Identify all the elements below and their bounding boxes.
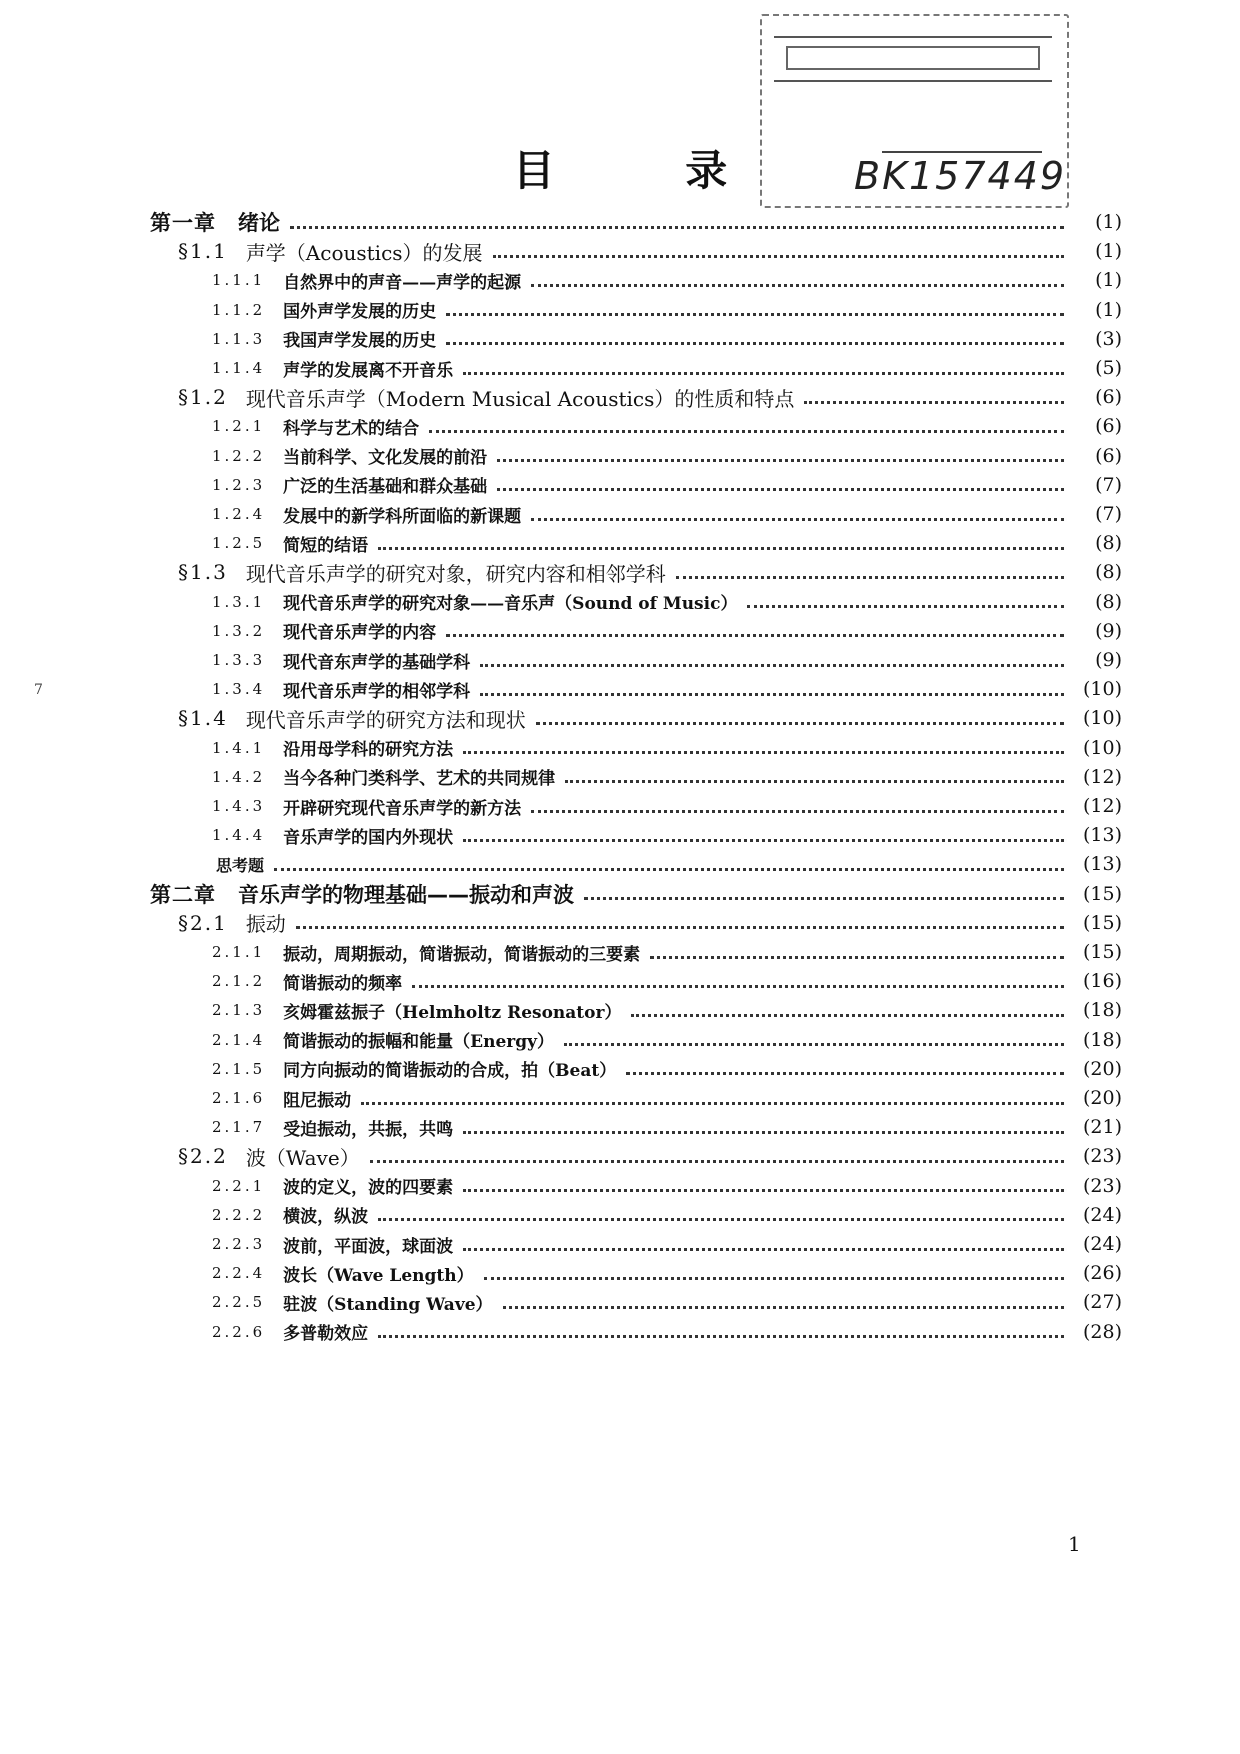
toc-entry-title: 波前，平面波，球面波 <box>283 1236 454 1257</box>
toc-entry-number: 1.1.1 <box>212 271 266 290</box>
toc-entry-number: 第二章 <box>150 882 216 907</box>
toc-entry-page: (9) <box>1095 649 1122 671</box>
toc-entry-title: 现代音乐声学的相邻学科 <box>283 681 471 702</box>
toc-leader-dots <box>747 605 1064 608</box>
toc-entry-page: (8) <box>1095 561 1122 584</box>
toc-leader-dots <box>531 810 1064 813</box>
toc-entry <box>212 674 1122 704</box>
toc-leader-dots <box>584 897 1064 900</box>
toc-entry <box>212 1054 1122 1084</box>
toc-entry-number: 1.2.1 <box>212 417 266 436</box>
toc-entry-number: §2.1 <box>178 910 228 935</box>
toc-entry-title: 简谐振动的振幅和能量（Energy） <box>283 1032 555 1053</box>
toc-entry <box>212 470 1122 500</box>
toc-entry-page: (15) <box>1082 911 1122 934</box>
toc-leader-dots <box>463 839 1064 842</box>
toc-entry <box>212 587 1122 617</box>
toc-entry <box>150 207 1122 237</box>
toc-leader-dots <box>370 1160 1064 1163</box>
toc-entry-number: 2.1.4 <box>212 1030 266 1049</box>
toc-entry-title: 亥姆霍兹振子（Helmholtz Resonator） <box>283 1002 622 1023</box>
toc-entry <box>212 1112 1122 1142</box>
toc-entry-title: 科学与艺术的结合 <box>283 418 420 439</box>
toc-entry-page: (12) <box>1082 795 1122 817</box>
toc-entry-page: (15) <box>1082 882 1122 905</box>
toc-entry-number: 2.1.6 <box>212 1089 266 1107</box>
toc-entry <box>178 908 1122 938</box>
toc-leader-dots <box>412 985 1064 988</box>
toc-entry-title: 声学的发展离不开音乐 <box>283 360 454 381</box>
toc-leader-dots <box>274 868 1064 871</box>
toc-entry-title: 国外声学发展的历史 <box>283 302 437 323</box>
toc-entry-number: 1.2.5 <box>212 534 266 553</box>
toc-entry <box>212 1317 1122 1347</box>
toc-entry-page: (12) <box>1082 765 1122 788</box>
toc-entry-title: 声学（Acoustics）的发展 <box>245 240 483 265</box>
toc-entry-number: 1.3.2 <box>212 621 266 640</box>
toc-leader-dots <box>446 634 1064 637</box>
toc-leader-dots <box>290 226 1064 229</box>
toc-entry <box>150 879 1122 909</box>
toc-entry <box>212 1083 1122 1113</box>
toc-entry-number: §1.4 <box>178 706 228 731</box>
toc-leader-dots <box>626 1072 1064 1075</box>
toc-leader-dots <box>503 1306 1064 1309</box>
toc-entry-page: (13) <box>1082 853 1122 876</box>
toc-entry-title: 现代音乐声学的内容 <box>283 623 437 644</box>
toc-entry-number: 第一章 <box>150 211 216 235</box>
toc-entry-title: 现代音乐声学的研究对象，研究内容和相邻学科 <box>245 561 666 586</box>
toc-entry-number: 1.4.3 <box>212 797 266 815</box>
toc-entry-number: 1.3.1 <box>212 592 266 611</box>
toc-entry-number: §2.2 <box>178 1144 228 1169</box>
toc-entry-page: (21) <box>1082 1116 1122 1139</box>
toc-entry-page: (24) <box>1082 1203 1122 1226</box>
toc-entry-title: 当前科学、文化发展的前沿 <box>283 448 488 469</box>
toc-entry-page: (10) <box>1082 707 1122 730</box>
toc-entry-number: 2.2.2 <box>212 1205 266 1224</box>
toc-entry <box>178 703 1122 733</box>
toc-entry <box>212 1287 1122 1317</box>
toc-entry <box>212 324 1122 354</box>
toc-entry-title: 自然界中的声音——声学的起源 <box>283 272 522 293</box>
toc-entry <box>212 645 1122 675</box>
toc-entry-title: 音乐声学的国内外现状 <box>283 827 454 848</box>
toc-leader-dots <box>531 518 1064 521</box>
toc-leader-dots <box>565 780 1064 783</box>
toc-entry <box>178 1141 1122 1171</box>
toc-entry-page: (10) <box>1082 736 1122 759</box>
toc-leader-dots <box>804 401 1064 404</box>
toc-leader-dots <box>378 1335 1064 1338</box>
toc-entry-number: 1.3.4 <box>212 680 266 699</box>
toc-entry-number: 1.1.3 <box>212 329 266 348</box>
toc-entry-page: (10) <box>1082 678 1122 701</box>
toc-entry-number: 1.4.4 <box>212 826 266 845</box>
toc-entry-page: (9) <box>1095 619 1122 642</box>
toc-entry-number: 1.4.2 <box>212 767 266 786</box>
toc-entry <box>212 1258 1122 1288</box>
toc-entry-title: 阻尼振动 <box>283 1090 352 1111</box>
toc-entry-page: (23) <box>1082 1174 1122 1197</box>
toc-leader-dots <box>531 284 1064 287</box>
toc-leader-dots <box>536 722 1064 725</box>
page-title: 目 录 <box>512 146 786 195</box>
toc-leader-dots <box>480 693 1064 696</box>
toc-entry-title: 当今各种门类科学、艺术的共同规律 <box>283 769 556 790</box>
toc-entry-page: (18) <box>1082 1028 1122 1051</box>
toc-entry-number: 2.2.4 <box>212 1264 266 1283</box>
toc-entry <box>178 236 1122 266</box>
toc-entry-title: 多普勒效应 <box>283 1324 369 1345</box>
toc-entry <box>212 791 1122 821</box>
toc-leader-dots <box>446 313 1064 316</box>
toc-entry <box>212 295 1122 325</box>
toc-entry-number: 1.1.2 <box>212 300 266 319</box>
page-number: 1 <box>1068 1532 1081 1556</box>
toc-leader-dots <box>378 1218 1064 1221</box>
toc-entry-number: 2.1.2 <box>212 972 266 991</box>
toc-entry-page: (6) <box>1095 386 1122 409</box>
toc-entry-page: (1) <box>1095 240 1122 263</box>
toc-entry-number: 2.2.1 <box>212 1176 266 1195</box>
toc-entry-number: 2.2.6 <box>212 1322 266 1341</box>
toc-entry-title: 波（Wave） <box>245 1145 360 1170</box>
toc-entry <box>216 849 1122 879</box>
toc-entry-title: 思考题 <box>216 855 265 875</box>
toc-entry <box>178 557 1122 587</box>
stamp-label-box <box>786 46 1040 70</box>
toc-entry-page: (18) <box>1082 999 1122 1022</box>
toc-entry-title: 波长（Wave Length） <box>283 1265 474 1286</box>
toc-entry-page: (20) <box>1082 1087 1122 1109</box>
toc-entry-page: (20) <box>1082 1057 1122 1080</box>
toc-entry-title: 音乐声学的物理基础——振动和声波 <box>238 882 574 907</box>
toc-entry <box>212 353 1122 383</box>
toc-entry-page: (7) <box>1095 473 1122 496</box>
toc-entry-page: (28) <box>1082 1320 1122 1343</box>
toc-leader-dots <box>650 956 1064 959</box>
toc-leader-dots <box>463 1189 1064 1192</box>
toc-entry-title: 广泛的生活基础和群众基础 <box>283 477 488 498</box>
toc-entry-number: 2.1.5 <box>212 1059 266 1078</box>
toc-leader-dots <box>463 1131 1064 1134</box>
toc-entry-number: 2.1.7 <box>212 1118 266 1137</box>
toc-leader-dots <box>676 576 1064 579</box>
toc-entry <box>212 1200 1122 1230</box>
toc-entry-number: §1.3 <box>178 560 228 585</box>
toc-leader-dots <box>463 372 1064 375</box>
toc-entry-number: 1.1.4 <box>212 359 266 377</box>
toc-leader-dots <box>429 430 1064 433</box>
toc-entry-title: 同方向振动的简谐振动的合成，拍（Beat） <box>283 1061 617 1082</box>
toc-entry-page: (27) <box>1082 1291 1122 1314</box>
toc-leader-dots <box>446 342 1064 345</box>
toc-entry-title: 现代音东声学的基础学科 <box>283 652 471 673</box>
toc-leader-dots <box>463 1248 1064 1251</box>
toc-entry-title: 沿用母学科的研究方法 <box>283 740 454 761</box>
toc-entry-number: §1.1 <box>178 239 228 264</box>
toc-entry <box>212 1171 1122 1201</box>
toc-entry-number: 2.2.5 <box>212 1293 266 1312</box>
toc-entry-title: 发展中的新学科所面临的新课题 <box>283 506 522 527</box>
toc-leader-dots <box>497 459 1064 462</box>
toc-entry <box>212 1025 1122 1055</box>
toc-entry-title: 受迫振动，共振，共鸣 <box>283 1119 454 1140</box>
toc-entry-number: 1.2.4 <box>212 505 266 523</box>
toc-entry-title: 波的定义，波的四要素 <box>283 1178 454 1199</box>
toc-entry-page: (6) <box>1095 444 1122 467</box>
toc-leader-dots <box>361 1102 1064 1105</box>
toc-entry-title: 我国声学发展的历史 <box>283 331 437 352</box>
toc-entry-title: 现代音乐声学（Modern Musical Acoustics）的性质和特点 <box>245 386 795 411</box>
toc-leader-dots <box>564 1043 1064 1046</box>
toc-leader-dots <box>631 1014 1064 1017</box>
stamp-code: BK157449 <box>854 154 1067 198</box>
toc-entry <box>212 937 1122 967</box>
toc-entry-page: (6) <box>1095 415 1122 438</box>
toc-leader-dots <box>296 926 1064 929</box>
toc-leader-dots <box>463 751 1064 754</box>
toc-entry <box>212 411 1122 441</box>
toc-entry-number: 2.1.3 <box>212 1001 266 1020</box>
toc-entry-page: (8) <box>1095 590 1122 613</box>
toc-entry-title: 振动 <box>245 912 286 937</box>
toc-leader-dots <box>497 488 1064 491</box>
toc-entry-title: 绪论 <box>238 211 280 235</box>
toc-entry <box>212 1229 1122 1259</box>
toc-entry-title: 横波，纵波 <box>283 1207 369 1228</box>
toc-entry-page: (1) <box>1095 298 1122 321</box>
toc-entry-page: (1) <box>1095 211 1122 233</box>
toc-entry <box>212 441 1122 471</box>
toc-entry-number: 1.2.2 <box>212 446 266 465</box>
toc-entry <box>212 966 1122 996</box>
toc-entry-title: 现代音乐声学的研究方法和现状 <box>245 707 526 732</box>
toc-entry-page: (8) <box>1095 532 1122 555</box>
toc-entry-title: 简谐振动的频率 <box>283 973 403 994</box>
toc-entry-title: 现代音乐声学的研究对象——音乐声（Sound of Music） <box>283 594 738 615</box>
toc-entry-page: (24) <box>1082 1233 1122 1255</box>
toc-entry-page: (7) <box>1095 503 1122 525</box>
toc-entry-page: (26) <box>1082 1262 1122 1285</box>
toc-entry-title: 驻波（Standing Wave） <box>283 1294 493 1315</box>
toc-leader-dots <box>484 1277 1064 1280</box>
toc-entry-number: 1.4.1 <box>212 738 266 757</box>
toc-leader-dots <box>378 547 1064 550</box>
toc-entry <box>178 382 1122 412</box>
toc-entry <box>212 762 1122 792</box>
toc-entry <box>212 995 1122 1025</box>
toc-entry-title: 振动，周期振动，简谐振动，简谐振动的三要素 <box>283 944 641 965</box>
toc-entry <box>212 265 1122 295</box>
toc-entry-page: (16) <box>1082 970 1122 993</box>
toc-entry-title: 开辟研究现代音乐声学的新方法 <box>283 798 522 819</box>
toc-entry-page: (3) <box>1095 327 1122 350</box>
toc-entry-page: (23) <box>1082 1145 1122 1168</box>
toc-entry-number: 2.2.3 <box>212 1235 266 1253</box>
toc-entry-number: 2.1.1 <box>212 943 266 961</box>
toc-leader-dots <box>493 255 1064 258</box>
margin-mark: 7 <box>34 682 43 698</box>
toc-entry <box>212 499 1122 529</box>
toc-entry-page: (15) <box>1082 941 1122 963</box>
toc-entry-page: (13) <box>1082 824 1122 847</box>
toc-entry-page: (1) <box>1095 269 1122 292</box>
toc-entry-number: 1.3.3 <box>212 651 266 669</box>
toc-entry <box>212 616 1122 646</box>
toc-entry-number: §1.2 <box>178 385 228 410</box>
toc-entry-title: 简短的结语 <box>283 535 369 556</box>
toc-entry <box>212 528 1122 558</box>
toc-leader-dots <box>480 664 1064 667</box>
toc-entry-number: 1.2.3 <box>212 475 266 494</box>
toc-entry <box>212 820 1122 850</box>
toc-entry-page: (5) <box>1095 357 1122 379</box>
toc-entry <box>212 733 1122 763</box>
